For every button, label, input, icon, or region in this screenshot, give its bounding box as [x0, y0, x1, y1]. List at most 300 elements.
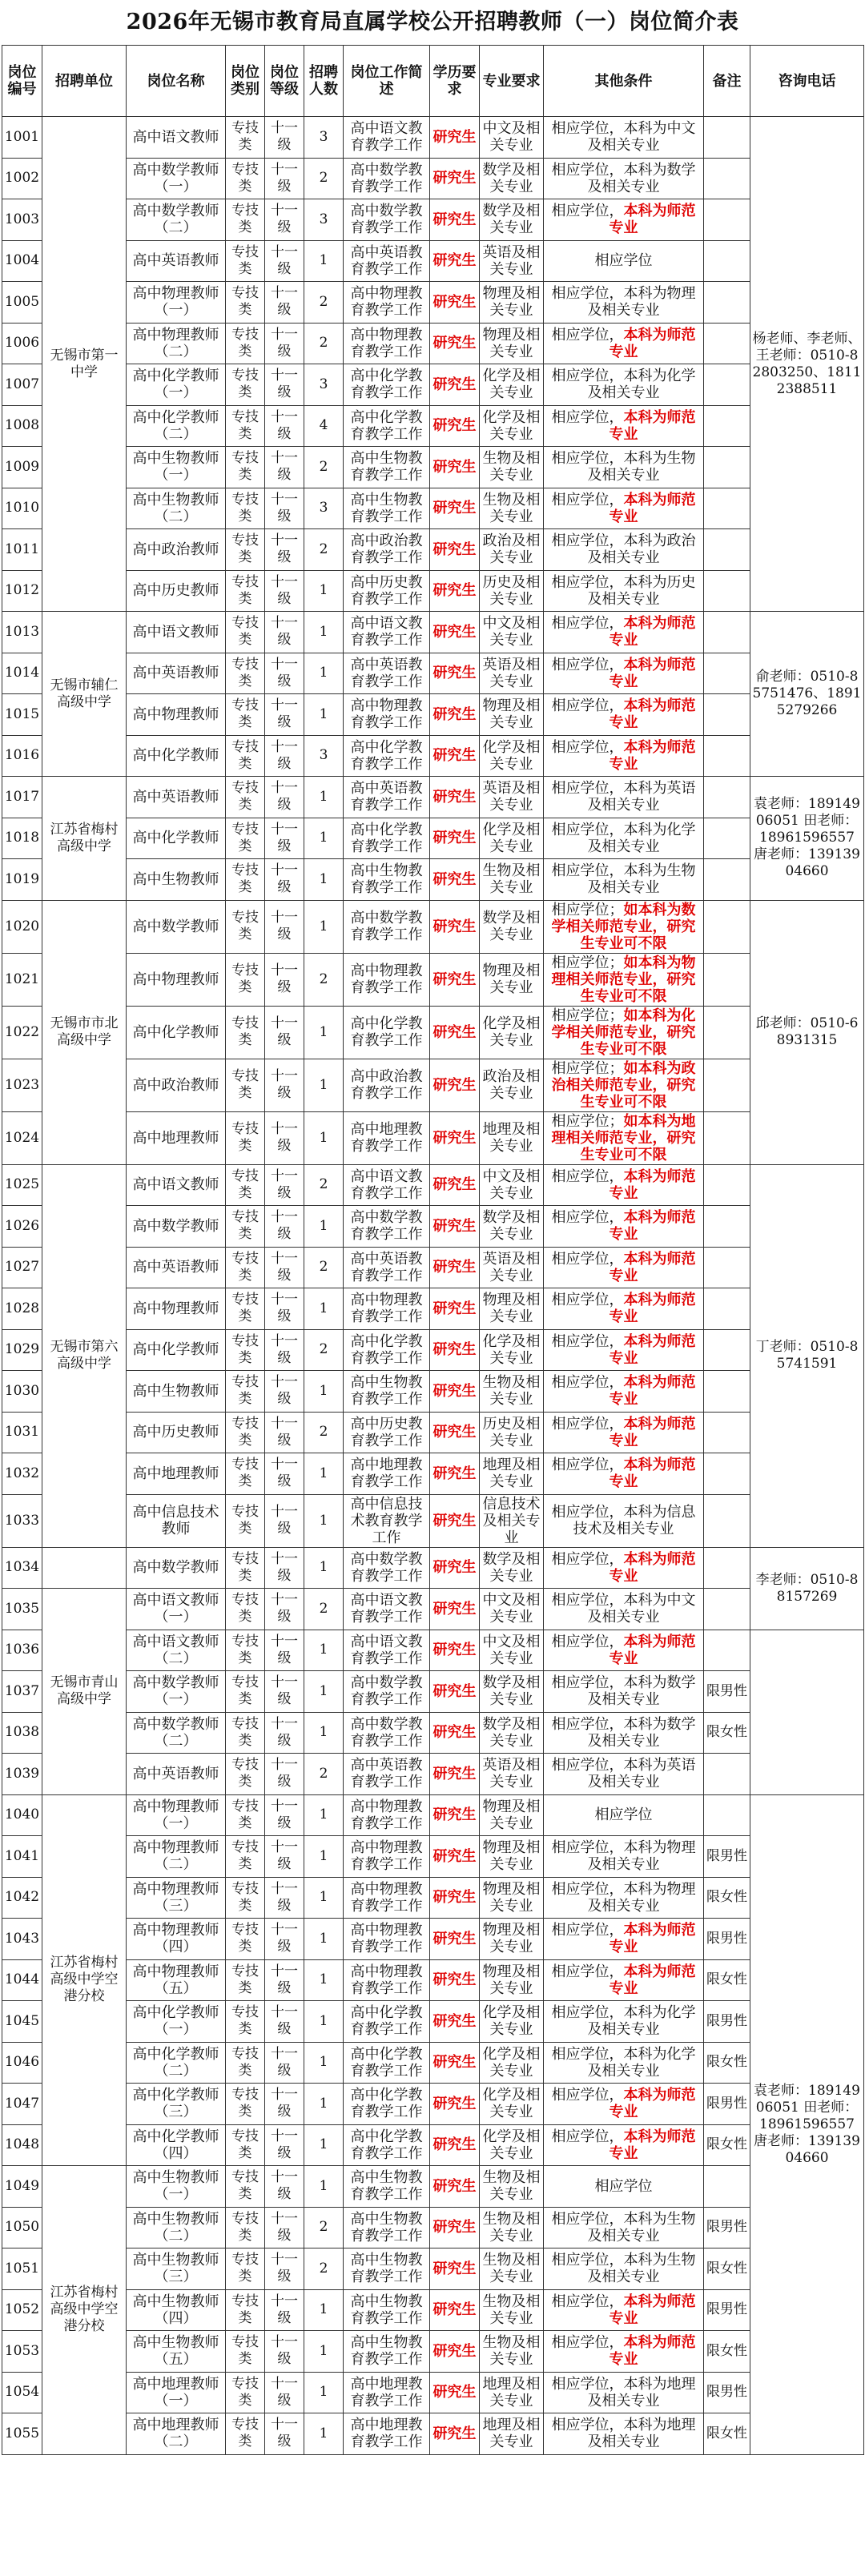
position-name: 高中英语教师: [127, 240, 226, 282]
condition-text: 相应学位，本科为数学及相关专业: [551, 1674, 696, 1709]
condition-text: 相应学位，: [551, 1415, 624, 1433]
position-level: 十一级: [265, 117, 304, 159]
header-unit: 招聘单位: [42, 46, 127, 117]
condition-text: 相应学位，本科为生物及相关专业: [551, 862, 696, 897]
condition-text: 相应学位；: [551, 1007, 624, 1024]
major-requirement: 化学及相关专业: [480, 818, 544, 859]
job-description: 高中生物教育教学工作: [344, 1371, 430, 1413]
remark: [704, 1206, 750, 1248]
remark: 限女性: [704, 1712, 750, 1754]
recruiting-unit: 无锡市市北高级中学: [42, 900, 127, 1164]
table-row: [2, 570, 864, 612]
position-code: 1033: [2, 1494, 42, 1547]
position-code: 1050: [2, 2207, 42, 2248]
condition-text: 相应学位，: [551, 1374, 624, 1392]
position-category: 专技类: [226, 2248, 265, 2290]
hiring-count: 2: [304, 1412, 344, 1453]
other-conditions: [544, 735, 704, 777]
major-requirement: 生物及相关专业: [480, 447, 544, 488]
position-level: 十一级: [265, 570, 304, 612]
hiring-count: 2: [304, 447, 344, 488]
position-category: 专技类: [226, 859, 265, 901]
major-requirement: 物理及相关专业: [480, 323, 544, 364]
other-conditions: [544, 653, 704, 694]
other-conditions: [544, 612, 704, 653]
education-requirement: 研究生: [430, 1671, 480, 1713]
position-level: 十一级: [265, 612, 304, 653]
position-category: 专技类: [226, 1329, 265, 1371]
position-code: 1030: [2, 1371, 42, 1413]
position-category: 专技类: [226, 653, 265, 694]
position-name: 高中化学教师: [127, 1006, 226, 1059]
position-name: 高中物理教师（一）: [127, 1794, 226, 1836]
position-code: 1009: [2, 447, 42, 488]
education-requirement: 研究生: [430, 735, 480, 777]
remark: [704, 953, 750, 1006]
remark: 限男性: [704, 2001, 750, 2043]
major-requirement: 化学及相关专业: [480, 2084, 544, 2125]
condition-text: 相应学位，: [551, 1550, 624, 1568]
other-conditions: [544, 1794, 704, 1836]
remark: [704, 364, 750, 406]
position-category: 专技类: [226, 735, 265, 777]
education-requirement: 研究生: [430, 2248, 480, 2290]
major-requirement: 英语及相关专业: [480, 1247, 544, 1288]
condition-text: 相应学位；: [551, 1112, 624, 1130]
position-level: 十一级: [265, 405, 304, 447]
position-level: 十一级: [265, 2124, 304, 2166]
header-description: 岗位工作简述: [344, 46, 430, 117]
position-level: 十一级: [265, 447, 304, 488]
table-row: [2, 240, 864, 282]
education-requirement: 研究生: [430, 1206, 480, 1248]
position-name: 高中生物教师（四）: [127, 2289, 226, 2331]
position-name: 高中英语教师: [127, 653, 226, 694]
table-row: [2, 1111, 864, 1164]
education-requirement: 研究生: [430, 405, 480, 447]
major-requirement: 历史及相关专业: [480, 1412, 544, 1453]
hiring-count: 1: [304, 240, 344, 282]
remark: [704, 1547, 750, 1589]
table-row: [2, 2166, 864, 2208]
position-name: 高中数学教师: [127, 1206, 226, 1248]
other-conditions: [544, 117, 704, 159]
condition-text: 相应学位，本科为地理及相关专业: [551, 2375, 696, 2409]
condition-emphasis: 本科为师范专业: [609, 1167, 696, 1202]
position-code: 1019: [2, 859, 42, 901]
education-requirement: 研究生: [430, 1371, 480, 1413]
position-code: 1032: [2, 1453, 42, 1495]
education-requirement: 研究生: [430, 570, 480, 612]
table-row: [2, 2372, 864, 2413]
recruiting-unit: 江苏省梅村高级中学空港分校: [42, 2166, 127, 2455]
position-code: 1001: [2, 117, 42, 159]
condition-text: 相应学位，本科为生物及相关专业: [551, 2252, 696, 2286]
header-count: 招聘人数: [304, 46, 344, 117]
other-conditions: [544, 1959, 704, 2001]
major-requirement: 物理及相关专业: [480, 953, 544, 1006]
position-category: 专技类: [226, 900, 265, 953]
job-description: 高中化学教育教学工作: [344, 2084, 430, 2125]
job-description: 高中数学教育教学工作: [344, 1712, 430, 1754]
hiring-count: 2: [304, 953, 344, 1006]
position-code: 1035: [2, 1589, 42, 1630]
job-description: 高中数学教育教学工作: [344, 1671, 430, 1713]
remark: 限男性: [704, 2289, 750, 2331]
major-requirement: 数学及相关专业: [480, 1712, 544, 1754]
table-row: [2, 1754, 864, 1795]
position-category: 专技类: [226, 2124, 265, 2166]
header-major: 专业要求: [480, 46, 544, 117]
condition-emphasis: 本科为师范专业: [609, 1250, 696, 1284]
hiring-count: 2: [304, 1164, 344, 1206]
hiring-count: 2: [304, 1329, 344, 1371]
table-row: [2, 777, 864, 818]
education-requirement: 研究生: [430, 2289, 480, 2331]
position-level: 十一级: [265, 1754, 304, 1795]
hiring-count: 1: [304, 2124, 344, 2166]
position-level: 十一级: [265, 735, 304, 777]
other-conditions: [544, 1494, 704, 1547]
education-requirement: 研究生: [430, 488, 480, 529]
position-level: 十一级: [265, 2001, 304, 2043]
table-row: [2, 2042, 864, 2084]
position-category: 专技类: [226, 1836, 265, 1878]
condition-emphasis: 本科为师范专业: [609, 203, 696, 237]
position-category: 专技类: [226, 1671, 265, 1713]
hiring-count: 3: [304, 117, 344, 159]
condition-text: 相应学位，: [551, 2334, 624, 2352]
other-conditions: [544, 2042, 704, 2084]
education-requirement: 研究生: [430, 1111, 480, 1164]
major-requirement: 生物及相关专业: [480, 859, 544, 901]
position-level: 十一级: [265, 488, 304, 529]
condition-text: 相应学位，: [551, 1209, 624, 1227]
education-requirement: 研究生: [430, 1754, 480, 1795]
condition-text: 相应学位，本科为数学及相关专业: [551, 1715, 696, 1750]
position-code: 1055: [2, 2413, 42, 2455]
remark: [704, 1494, 750, 1547]
education-requirement: 研究生: [430, 818, 480, 859]
job-description: 高中英语教育教学工作: [344, 240, 430, 282]
job-description: 高中英语教育教学工作: [344, 1247, 430, 1288]
condition-emphasis: 本科为师范专业: [609, 1332, 696, 1367]
other-conditions: [544, 323, 704, 364]
table-row: [2, 199, 864, 241]
education-requirement: 研究生: [430, 1247, 480, 1288]
condition-text: 相应学位，本科为化学及相关专业: [551, 2045, 696, 2080]
hiring-count: 1: [304, 2042, 344, 2084]
job-description: 高中语文教育教学工作: [344, 612, 430, 653]
hiring-count: 1: [304, 1877, 344, 1919]
position-level: 十一级: [265, 1453, 304, 1495]
position-category: 专技类: [226, 1164, 265, 1206]
education-requirement: 研究生: [430, 1919, 480, 1960]
position-category: 专技类: [226, 1453, 265, 1495]
education-requirement: 研究生: [430, 1059, 480, 1111]
major-requirement: 物理及相关专业: [480, 1836, 544, 1878]
education-requirement: 研究生: [430, 2001, 480, 2043]
condition-emphasis: 本科为师范专业: [609, 1922, 696, 1956]
table-row: [2, 282, 864, 324]
major-requirement: 化学及相关专业: [480, 2001, 544, 2043]
position-level: 十一级: [265, 2084, 304, 2125]
condition-text: 相应学位，: [551, 491, 624, 508]
table-row: [2, 2124, 864, 2166]
condition-text: 相应学位，: [551, 615, 624, 633]
position-name: 高中化学教师（二）: [127, 2042, 226, 2084]
major-requirement: 地理及相关专业: [480, 2413, 544, 2455]
table-row: [2, 1959, 864, 2001]
position-category: 专技类: [226, 1247, 265, 1288]
condition-text: 相应学位，本科为生物及相关专业: [551, 450, 696, 484]
position-code: 1024: [2, 1111, 42, 1164]
education-requirement: 研究生: [430, 282, 480, 324]
major-requirement: 化学及相关专业: [480, 2042, 544, 2084]
remark: [704, 818, 750, 859]
job-description: 高中物理教育教学工作: [344, 1288, 430, 1330]
condition-text: 相应学位，本科为地理及相关专业: [551, 2417, 696, 2451]
position-code: 1013: [2, 612, 42, 653]
condition-emphasis: 如本科为物理相关师范专业，研究生专业可不限: [551, 954, 696, 1005]
education-requirement: 研究生: [430, 1329, 480, 1371]
education-requirement: 研究生: [430, 1164, 480, 1206]
table-row: [2, 488, 864, 529]
other-conditions: [544, 1329, 704, 1371]
major-requirement: 数学及相关专业: [480, 199, 544, 241]
position-level: 十一级: [265, 364, 304, 406]
condition-text: 相应学位，本科为物理及相关专业: [551, 1880, 696, 1915]
position-category: 专技类: [226, 240, 265, 282]
position-name: 高中物理教师（四）: [127, 1919, 226, 1960]
table-row: [2, 859, 864, 901]
position-name: 高中数学教师（二）: [127, 199, 226, 241]
position-category: 专技类: [226, 2331, 265, 2373]
table-row: [2, 1006, 864, 1059]
condition-text: 相应学位，: [551, 697, 624, 715]
remark: [704, 1589, 750, 1630]
other-conditions: [544, 1712, 704, 1754]
position-category: 专技类: [226, 953, 265, 1006]
table-row: [2, 1836, 864, 1878]
table-row: [2, 2001, 864, 2043]
education-requirement: 研究生: [430, 2042, 480, 2084]
remark: [704, 405, 750, 447]
position-category: 专技类: [226, 1630, 265, 1671]
condition-text: 相应学位，本科为英语及相关专业: [551, 780, 696, 814]
other-conditions: [544, 1630, 704, 1671]
position-name: 高中生物教师: [127, 859, 226, 901]
hiring-count: 1: [304, 859, 344, 901]
recruiting-unit: [42, 1547, 127, 1589]
job-description: 高中信息技术教育教学工作: [344, 1494, 430, 1547]
hiring-count: 1: [304, 1959, 344, 2001]
job-description: 高中物理教育教学工作: [344, 694, 430, 736]
other-conditions: [544, 694, 704, 736]
hiring-count: 1: [304, 1671, 344, 1713]
table-row: [2, 1059, 864, 1111]
major-requirement: 英语及相关专业: [480, 653, 544, 694]
position-level: 十一级: [265, 1959, 304, 2001]
hiring-count: 3: [304, 488, 344, 529]
job-description: 高中历史教育教学工作: [344, 1412, 430, 1453]
position-level: 十一级: [265, 1329, 304, 1371]
position-category: 专技类: [226, 405, 265, 447]
major-requirement: 物理及相关专业: [480, 1959, 544, 2001]
condition-emphasis: 本科为师范专业: [609, 408, 696, 443]
remark: [704, 1630, 750, 1671]
contact-phone: 丁老师：0510-85741591: [750, 1164, 864, 1547]
job-description: 高中生物教育教学工作: [344, 859, 430, 901]
education-requirement: 研究生: [430, 240, 480, 282]
position-code: 1046: [2, 2042, 42, 2084]
position-level: 十一级: [265, 323, 304, 364]
job-description: 高中英语教育教学工作: [344, 777, 430, 818]
position-category: 专技类: [226, 1006, 265, 1059]
position-category: 专技类: [226, 2042, 265, 2084]
condition-emphasis: 本科为师范专业: [609, 738, 696, 773]
position-name: 高中政治教师: [127, 1059, 226, 1111]
position-level: 十一级: [265, 2289, 304, 2331]
position-category: 专技类: [226, 2207, 265, 2248]
hiring-count: 1: [304, 1630, 344, 1671]
position-name: 高中化学教师（一）: [127, 2001, 226, 2043]
position-name: 高中物理教师（五）: [127, 1959, 226, 2001]
position-code: 1037: [2, 1671, 42, 1713]
condition-text: 相应学位；: [551, 954, 624, 971]
condition-emphasis: 本科为师范专业: [609, 2293, 696, 2327]
major-requirement: 英语及相关专业: [480, 240, 544, 282]
remark: [704, 859, 750, 901]
major-requirement: 数学及相关专业: [480, 1206, 544, 1248]
position-code: 1007: [2, 364, 42, 406]
position-code: 1004: [2, 240, 42, 282]
contact-phone: 杨老师、李老师、王老师：0510-82803250、18112388511: [750, 117, 864, 612]
education-requirement: 研究生: [430, 2372, 480, 2413]
hiring-count: 1: [304, 2084, 344, 2125]
hiring-count: 1: [304, 1494, 344, 1547]
job-description: 高中数学教育教学工作: [344, 1206, 430, 1248]
position-category: 专技类: [226, 2084, 265, 2125]
other-conditions: [544, 2372, 704, 2413]
recruiting-unit: 无锡市第一中学: [42, 117, 127, 612]
position-code: 1053: [2, 2331, 42, 2373]
major-requirement: 生物及相关专业: [480, 2248, 544, 2290]
table-row: [2, 2084, 864, 2125]
contact-phone: 袁老师：18914906051 田老师：18961596557 唐老师：13913904660: [750, 777, 864, 901]
position-name: 高中生物教师: [127, 1371, 226, 1413]
position-name: 高中数学教师（二）: [127, 1712, 226, 1754]
recruiting-unit: 江苏省梅村高级中学空港分校: [42, 1794, 127, 2166]
education-requirement: 研究生: [430, 529, 480, 571]
position-code: 1011: [2, 529, 42, 571]
condition-emphasis: 本科为师范专业: [609, 2087, 696, 2121]
table-row: [2, 612, 864, 653]
major-requirement: 化学及相关专业: [480, 2124, 544, 2166]
remark: 限男性: [704, 2372, 750, 2413]
other-conditions: [544, 199, 704, 241]
job-description: 高中化学教育教学工作: [344, 2042, 430, 2084]
remark: [704, 1329, 750, 1371]
table-row: [2, 1547, 864, 1589]
condition-emphasis: 本科为师范专业: [609, 2128, 696, 2162]
remark: [704, 777, 750, 818]
position-name: 高中地理教师: [127, 1453, 226, 1495]
major-requirement: 生物及相关专业: [480, 488, 544, 529]
position-level: 十一级: [265, 2372, 304, 2413]
major-requirement: 历史及相关专业: [480, 570, 544, 612]
education-requirement: 研究生: [430, 1712, 480, 1754]
remark: [704, 240, 750, 282]
education-requirement: 研究生: [430, 1006, 480, 1059]
remark: [704, 1247, 750, 1288]
condition-text: 相应学位，本科为物理及相关专业: [551, 285, 696, 319]
remark: [704, 282, 750, 324]
table-row: [2, 1589, 864, 1630]
position-category: 专技类: [226, 1589, 265, 1630]
job-description: 高中地理教育教学工作: [344, 2413, 430, 2455]
position-code: 1047: [2, 2084, 42, 2125]
position-category: 专技类: [226, 1794, 265, 1836]
job-description: 高中英语教育教学工作: [344, 653, 430, 694]
condition-emphasis: 本科为师范专业: [609, 2334, 696, 2369]
position-name: 高中物理教师: [127, 953, 226, 1006]
job-description: 高中化学教育教学工作: [344, 405, 430, 447]
hiring-count: 2: [304, 1247, 344, 1288]
remark: 限男性: [704, 1836, 750, 1878]
position-code: 1008: [2, 405, 42, 447]
education-requirement: 研究生: [430, 323, 480, 364]
condition-text: 相应学位；: [551, 1059, 624, 1077]
hiring-count: 1: [304, 1712, 344, 1754]
position-name: 高中语文教师（一）: [127, 1589, 226, 1630]
remark: [704, 158, 750, 199]
job-description: 高中物理教育教学工作: [344, 1877, 430, 1919]
hiring-count: 1: [304, 2372, 344, 2413]
major-requirement: 英语及相关专业: [480, 777, 544, 818]
major-requirement: 英语及相关专业: [480, 1754, 544, 1795]
position-level: 十一级: [265, 1494, 304, 1547]
position-name: 高中历史教师: [127, 570, 226, 612]
position-category: 专技类: [226, 1919, 265, 1960]
education-requirement: 研究生: [430, 1959, 480, 2001]
position-level: 十一级: [265, 953, 304, 1006]
position-name: 高中数学教师（一）: [127, 1671, 226, 1713]
position-name: 高中物理教师（三）: [127, 1877, 226, 1919]
education-requirement: 研究生: [430, 1589, 480, 1630]
header-level: 岗位等级: [265, 46, 304, 117]
remark: [704, 529, 750, 571]
position-level: 十一级: [265, 1111, 304, 1164]
header-contact: 咨询电话: [750, 46, 864, 117]
position-name: 高中物理教师: [127, 694, 226, 736]
job-description: 高中生物教育教学工作: [344, 2166, 430, 2208]
other-conditions: [544, 158, 704, 199]
condition-text: 相应学位，: [551, 1457, 624, 1474]
other-conditions: [544, 1059, 704, 1111]
position-name: 高中生物教师（一）: [127, 2166, 226, 2208]
education-requirement: 研究生: [430, 1494, 480, 1547]
position-category: 专技类: [226, 1754, 265, 1795]
other-conditions: [544, 570, 704, 612]
condition-text: 相应学位，: [551, 1167, 624, 1185]
condition-emphasis: 本科为师范专业: [609, 1963, 696, 1997]
other-conditions: [544, 1206, 704, 1248]
job-description: 高中生物教育教学工作: [344, 488, 430, 529]
position-level: 十一级: [265, 529, 304, 571]
table-body: [2, 117, 864, 2455]
position-name: 高中化学教师: [127, 1329, 226, 1371]
